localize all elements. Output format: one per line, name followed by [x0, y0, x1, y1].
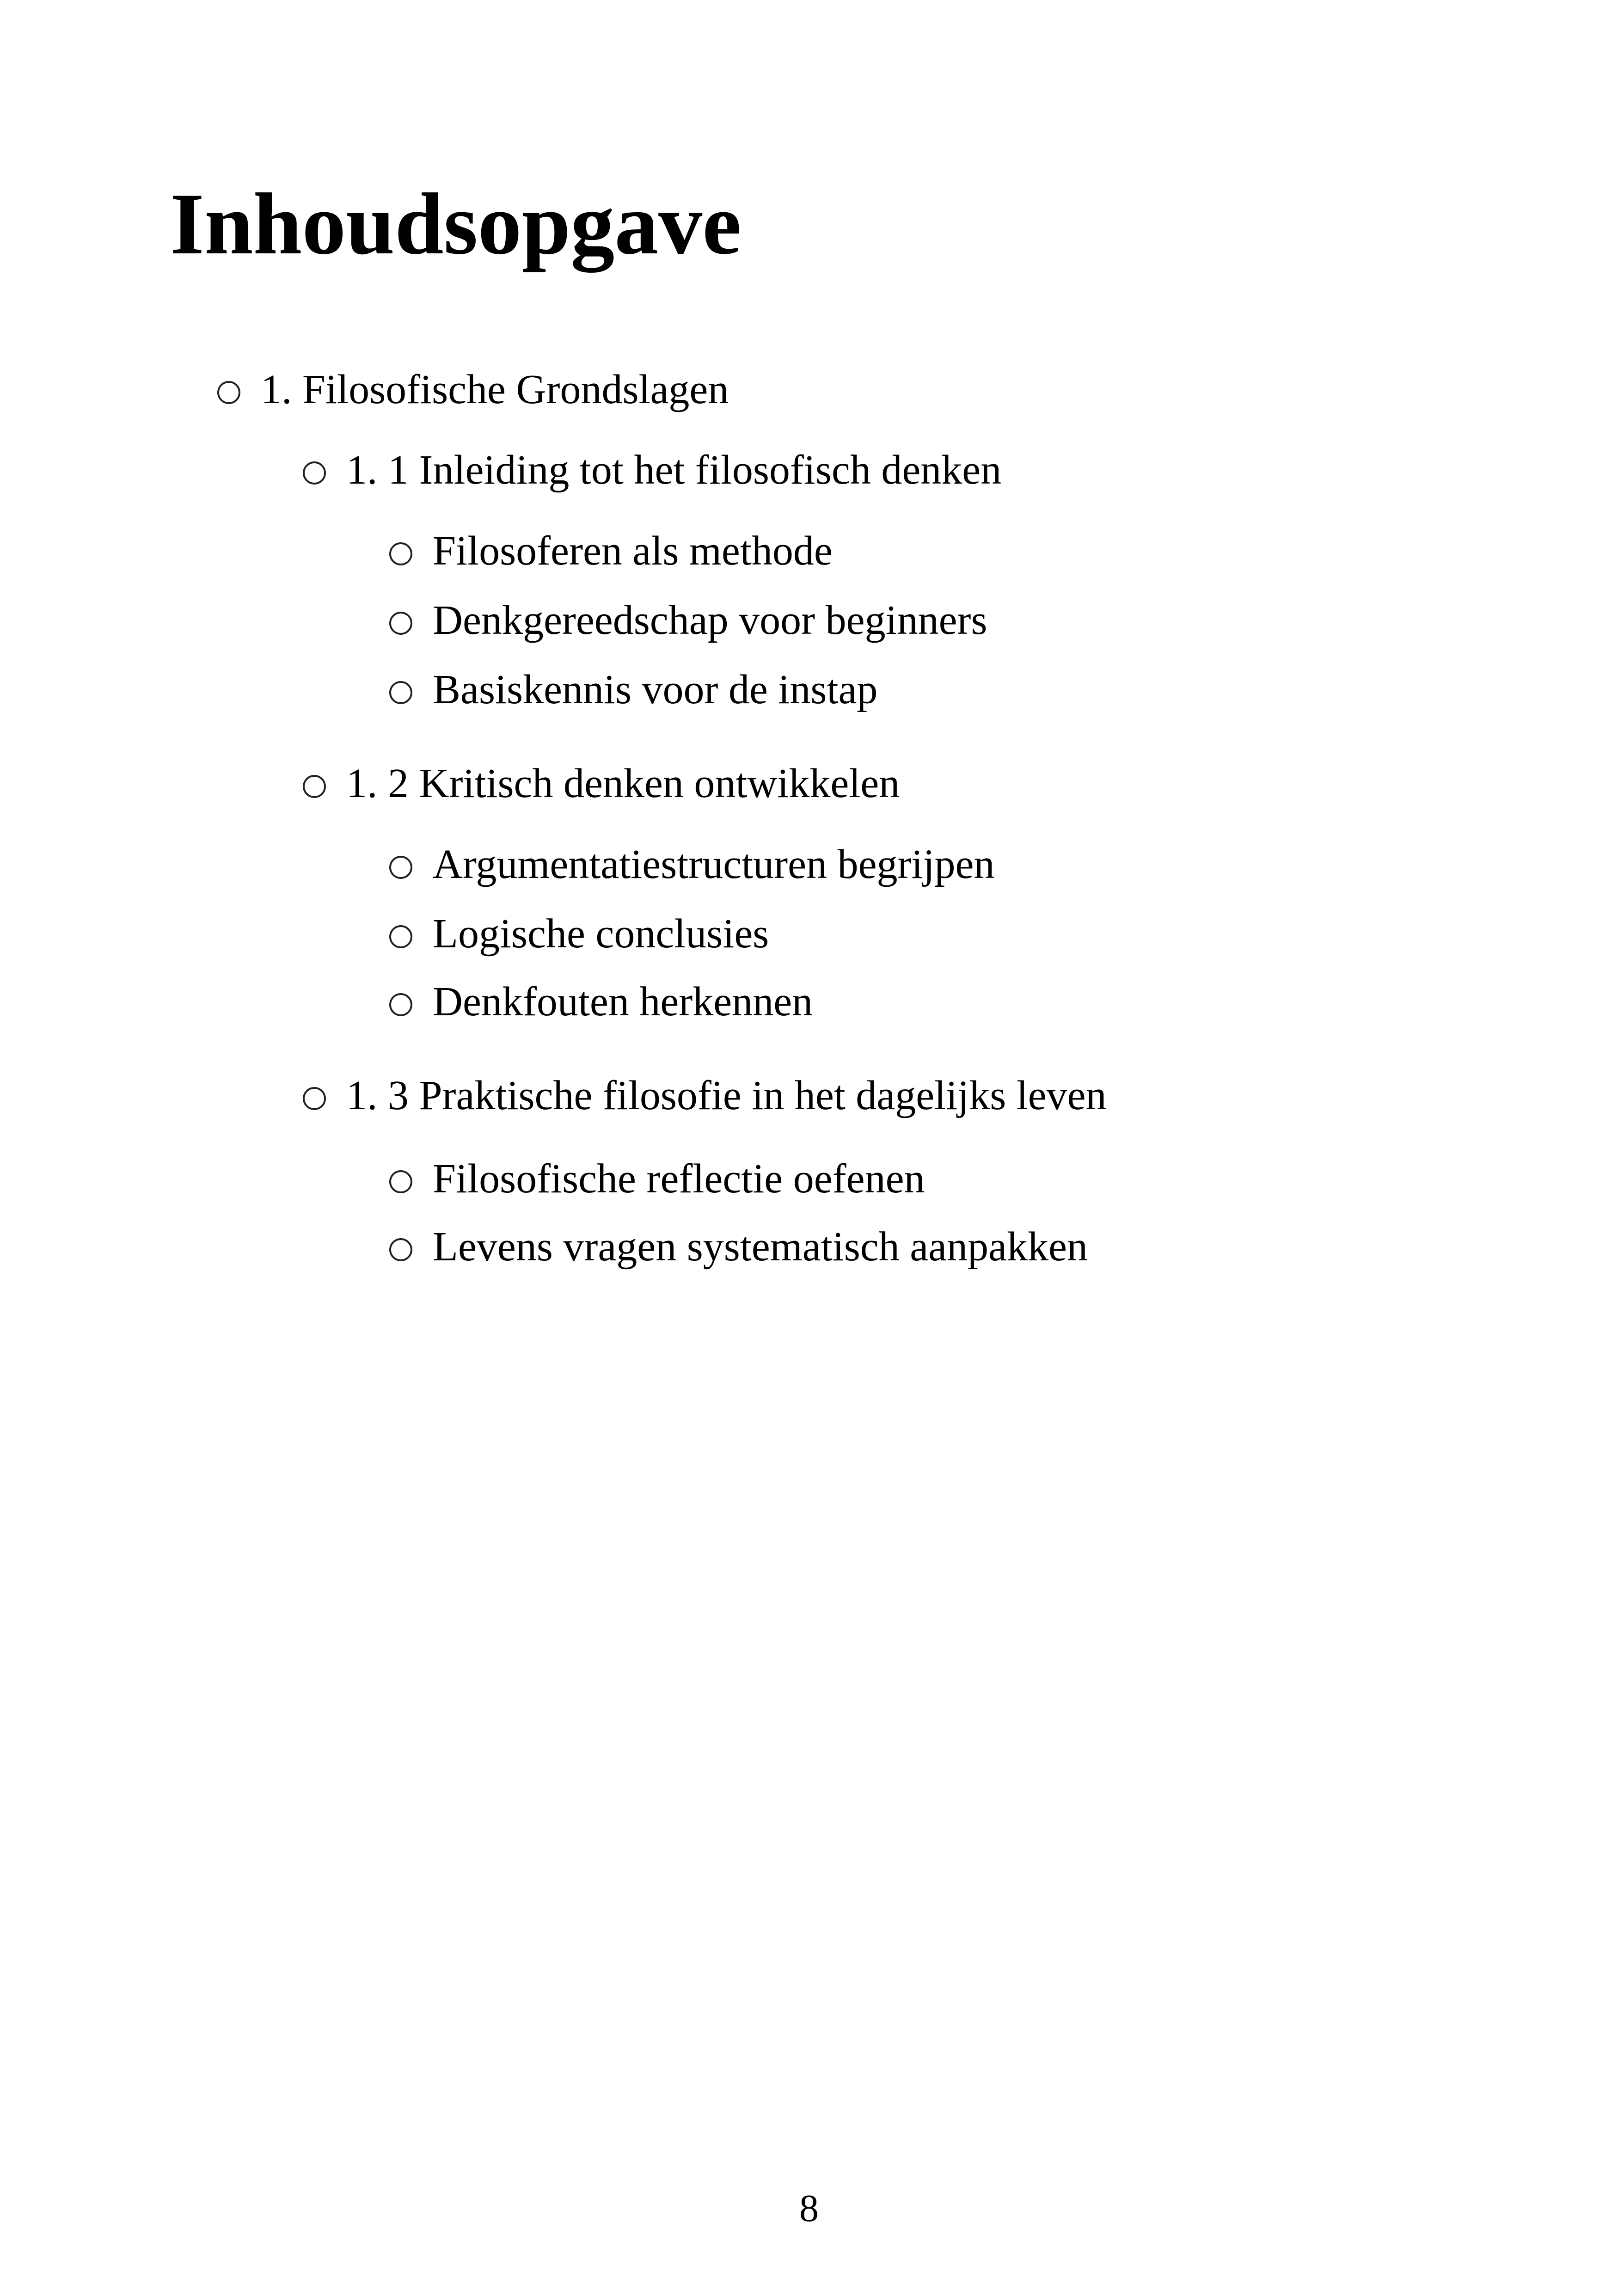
toc-item-label: Denkfouten herkennen [433, 979, 813, 1025]
toc-item[interactable] [389, 1158, 925, 1200]
toc-item[interactable] [389, 981, 813, 1023]
toc-section-1-1[interactable] [303, 449, 1001, 491]
toc-item-label: Denkgereedschap voor beginners [433, 597, 987, 643]
toc-item[interactable] [389, 913, 769, 955]
circle-bullet-icon [389, 542, 412, 565]
toc-item[interactable] [389, 530, 833, 572]
toc-item-label: Levens vragen systematisch aanpakken [433, 1224, 1088, 1270]
circle-bullet-icon [303, 461, 326, 485]
toc-chapter-1[interactable] [217, 369, 729, 411]
circle-bullet-icon [389, 856, 412, 879]
toc-item[interactable] [389, 669, 877, 711]
circle-bullet-icon [217, 381, 240, 404]
toc-item-label: Filosofische reflectie oefenen [433, 1156, 925, 1202]
page-number: 8 [799, 2187, 819, 2230]
toc-section-1-2[interactable] [303, 763, 900, 804]
circle-bullet-icon [303, 1087, 326, 1110]
circle-bullet-icon [389, 1238, 412, 1261]
toc-item-label: Argumentatiestructuren begrijpen [433, 841, 995, 887]
toc-section-label: 1. 3 Praktische filosofie in het dagelijks leven [346, 1073, 1107, 1118]
toc-item-label: Basiskennis voor de instap [433, 667, 878, 712]
page-title: Inhoudsopgave [170, 176, 742, 273]
circle-bullet-icon [389, 612, 412, 635]
circle-bullet-icon [389, 993, 412, 1016]
circle-bullet-icon [303, 775, 326, 798]
circle-bullet-icon [389, 1170, 412, 1193]
toc-section-1-3[interactable] [303, 1075, 1107, 1117]
toc-item-label: Logische conclusies [433, 911, 769, 957]
toc-section-label: 1. 1 Inleiding tot het filosofisch denken [346, 447, 1002, 493]
circle-bullet-icon [389, 925, 412, 948]
toc-item[interactable] [389, 1226, 1088, 1268]
toc-item[interactable] [389, 841, 995, 887]
toc-chapter-label: 1. Filosofische Grondslagen [261, 367, 729, 412]
circle-bullet-icon [389, 681, 412, 704]
toc-item-label: Filosoferen als methode [433, 528, 833, 574]
toc-item[interactable] [389, 597, 987, 643]
toc-section-label: 1. 2 Kritisch denken ontwikkelen [346, 761, 900, 806]
